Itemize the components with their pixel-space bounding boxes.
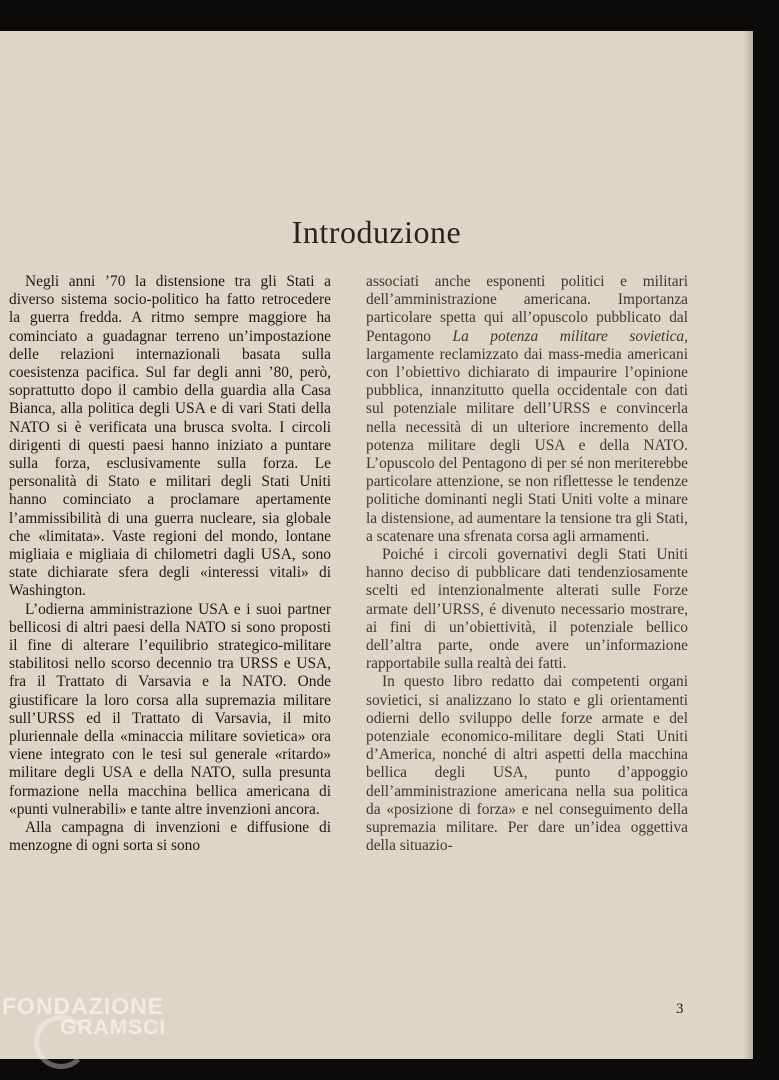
left-text-column xyxy=(9,273,331,856)
watermark-line-2: GRAMSCI xyxy=(60,1016,167,1039)
paragraph-text: , largamente reclamizzato dai mass-media americani con l’obiettivo dichiarato di impaurire l’opinione pubblica, innanzitutto quella occidentale con dati sul potenziale militare dell’URSS e convincerla nella necessità di un ulteriore incremento della potenza militare degli USA e della NATO. L’opuscolo del Pentagono di per sé non meriterebbe particolare attenzione, se non riflettesse le tendenze politiche dominanti negli Stati Uniti volte a minare la distensione, ad aumentare la tensione tra gli Stati, a scatenare una sfrenata corsa agli armamenti. xyxy=(366,327,688,545)
chapter-title: Introduzione xyxy=(291,214,462,250)
book-title-italic: La potenza militare sovietica xyxy=(452,327,685,345)
right-text-column xyxy=(366,273,688,856)
paragraph-continued xyxy=(366,273,688,546)
watermark-logo-icon xyxy=(34,1015,88,1069)
document-page xyxy=(0,31,753,1059)
page-edge-shadow xyxy=(743,31,753,1059)
paragraph: In questo libro redatto dai competenti organi sovietici, si analizzano lo stato e gli orientamenti odierni dello sviluppo delle forze armate e del potenziale economico-militare degli Stati Uniti d’America, nonché di altri aspetti della macchina bellica degli USA, punto d’appoggio dell’amministrazione americana nella sua politica da «posizione di forza» e nel conseguimento della supremazia militare. Per dare un’idea oggettiva della situazio- xyxy=(366,673,688,855)
page-number: 3 xyxy=(676,1001,684,1017)
watermark-line-1: FONDAZIONE xyxy=(2,993,165,1019)
paragraph: L’odierna amministrazione USA e i suoi partner bellicosi di altri paesi della NATO si sono proposti il fine di alterare l’equilibrio strategico-militare stabilitosi nello scorso decennio tra URSS e USA, fra il Trattato di Varsavia e la NATO. Onde giustificare la loro corsa alla supremazia militare sull’URSS ed il Trattato di Varsavia, il mito pluriennale della «minaccia militare sovietica» ora viene integrato con le tesi sul generale «ritardo» militare degli USA e della NATO, sulla presunta formazione nella macchina bellica americana di «punti vulnerabili» e tante altre invenzioni ancora. xyxy=(9,600,331,818)
archive-watermark xyxy=(2,995,166,1039)
paragraph: Alla campagna di invenzioni e diffusione di menzogne di ogni sorta si sono xyxy=(9,819,331,855)
paragraph: Negli anni ’70 la distensione tra gli Stati a diverso sistema socio-politico ha fatto retrocedere la guerra fredda. A ritmo sempre maggiore ha cominciato a guadagnar terreno un’impostazione delle relazioni internazionali basata sulla coesistenza pacifica. Sul far degli anni ’80, però, soprattutto dopo il cambio della guardia alla Casa Bianca, alla politica degli USA e di vari Stati della NATO si è verificata una brusca svolta. I circoli dirigenti di questi paesi hanno iniziato a puntare sulla forza, esclusivamente sulla forza. Le personalità di Stato e militari degli Stati Uniti hanno cominciato a proclamare apertamente l’ammissibilità di una guerra nucleare, sia globale che «limitata». Vaste regioni del mondo, lontane migliaia e migliaia di chilometri dagli USA, sono state dichiarate sfera degli «interessi vitali» di Washington. xyxy=(9,273,331,600)
paragraph-text: associati anche esponenti politici e militari dell’amministrazione americana. Importanza particolare spetta qui all’opuscolo pubblicato dal Pentagono xyxy=(366,273,688,345)
paragraph: Poiché i circoli governativi degli Stati Uniti hanno deciso di pubblicare dati tendenziosamente scelti ed intenzionalmente alterati sulle Forze armate dell’URSS, é divenuto necessario mostrare, ai fini di un’obiettività, il potenziale bellico dell’altra parte, onde avere un’informazione rapportabile sulla realtà dei fatti. xyxy=(366,546,688,673)
